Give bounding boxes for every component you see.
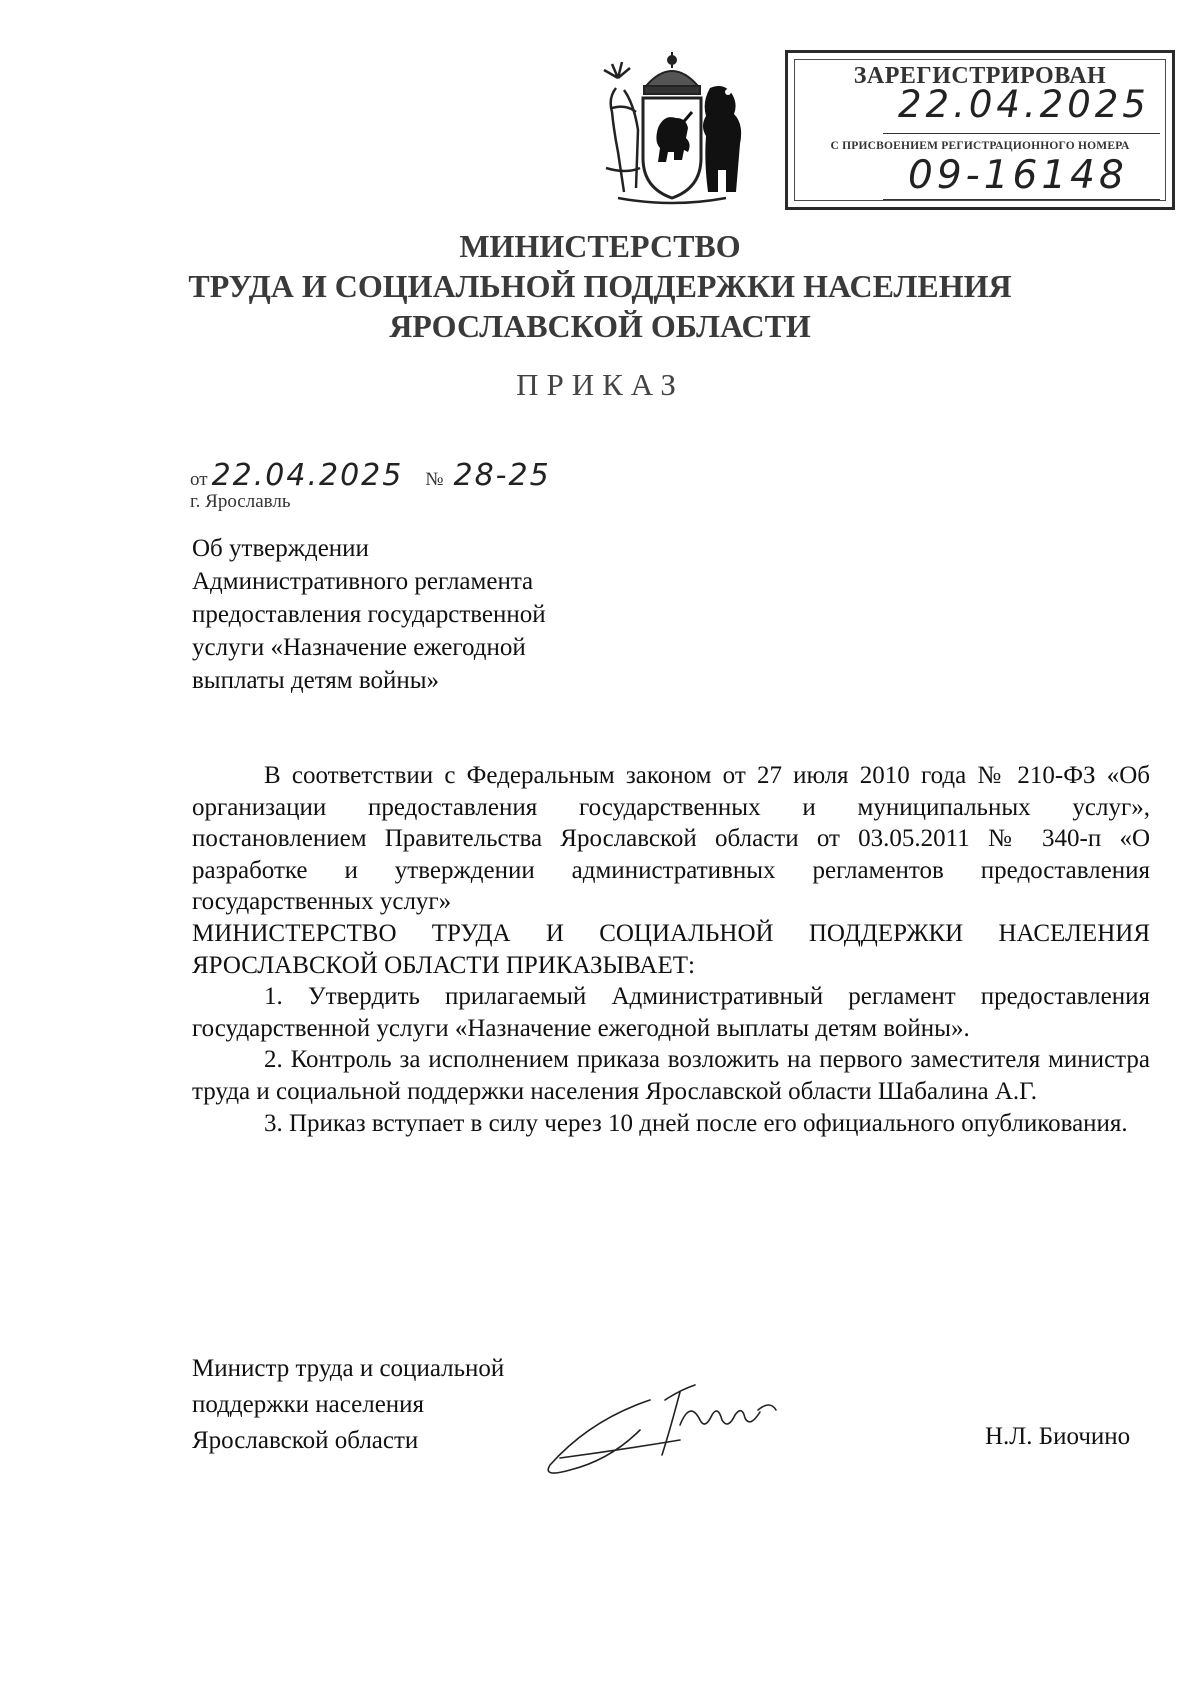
body-item-2: 2. Контроль за исполнением приказа возложить на первого заместителя министра труда и социальной поддержки населения Ярославской области Шабалина А.Г. bbox=[192, 1046, 1150, 1105]
order-date: 22.04.2025 bbox=[211, 458, 404, 493]
ministry-name-line-1: МИНИСТЕРСТВО bbox=[459, 228, 741, 264]
body-preamble: В соответствии с Федеральным законом от 27 июля 2010 года № 210-ФЗ «Об организации предоставления государственных и муниципальных услуг», постановлением Правительства Ярославской области от 03.05.2011 № 340-п «О разработке и утверждении административных регламентов предоставления государственных услуг» bbox=[192, 762, 1150, 916]
registration-stamp bbox=[785, 50, 1175, 210]
subject-line: выплаты детям войны» bbox=[192, 667, 440, 694]
subject-line: Административного регламента bbox=[192, 568, 534, 595]
subject-line: предоставления государственной bbox=[192, 601, 546, 628]
ministry-name-line-3: ЯРОСЛАВСКОЙ ОБЛАСТИ bbox=[389, 308, 811, 344]
order-subject bbox=[192, 532, 662, 697]
body-decree: МИНИСТЕРСТВО ТРУДА И СОЦИАЛЬНОЙ ПОДДЕРЖКИ НАСЕЛЕНИЯ ЯРОСЛАВСКОЙ ОБЛАСТИ ПРИКАЗЫВАЕТ: bbox=[192, 919, 1150, 979]
signatory-name: Н.Л. Биочино bbox=[985, 1423, 1131, 1450]
order-city: г. Ярославль bbox=[190, 491, 291, 512]
signatory-title-line: Министр труда и социальной bbox=[192, 1355, 505, 1382]
body-item-1: 1. Утвердить прилагаемый Административный регламент предоставления государственной услуги «Назначение ежегодной выплаты детям войны». bbox=[192, 983, 1150, 1042]
order-number: 28-25 bbox=[453, 458, 551, 493]
date-prefix: от bbox=[190, 469, 208, 490]
stamp-title: ЗАРЕГИСТРИРОВАН bbox=[853, 63, 1107, 89]
subject-line: услуги «Назначение ежегодной bbox=[192, 634, 526, 661]
stamp-date: 22.04.2025 bbox=[898, 83, 1150, 126]
stamp-underline-date bbox=[883, 133, 1160, 134]
stamp-underline-number bbox=[883, 199, 1160, 200]
order-date-number-line bbox=[190, 458, 551, 493]
signatory-title-line: Ярославской области bbox=[192, 1427, 419, 1454]
stamp-registration-number: 09-16148 bbox=[908, 153, 1128, 198]
coat-of-arms-emblem bbox=[588, 48, 756, 208]
document-type-title: ПРИКАЗ bbox=[516, 367, 684, 402]
subject-line: Об утверждении bbox=[192, 535, 369, 562]
stamp-caption: С ПРИСВОЕНИЕМ РЕГИСТРАЦИОННОГО НОМЕРА bbox=[830, 140, 1130, 152]
signatory-title bbox=[192, 1351, 504, 1459]
order-body bbox=[192, 760, 1150, 1139]
handwritten-signature bbox=[530, 1370, 800, 1490]
ministry-name-line-2: ТРУДА И СОЦИАЛЬНОЙ ПОДДЕРЖКИ НАСЕЛЕНИЯ bbox=[188, 268, 1012, 304]
number-prefix: № bbox=[425, 469, 444, 490]
body-item-3: 3. Приказ вступает в силу через 10 дней после его официального опубликования. bbox=[264, 1109, 1128, 1137]
signatory-title-line: поддержки населения bbox=[192, 1391, 425, 1418]
